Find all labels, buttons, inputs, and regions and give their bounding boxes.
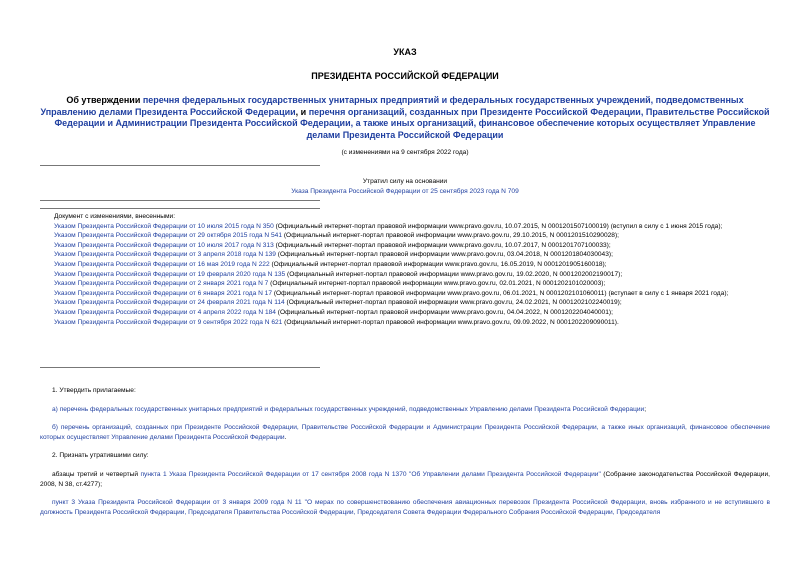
clause-1a-end: ; bbox=[644, 405, 647, 413]
title-mid: , и bbox=[295, 106, 309, 117]
amendment-link[interactable]: Указом Президента Российской Федерации от 16 мая 2019 года N 222 bbox=[54, 260, 270, 268]
list-item bbox=[40, 279, 770, 289]
lost-force-notice bbox=[40, 177, 770, 197]
issuer-heading: ПРЕЗИДЕНТА РОССИЙСКОЙ ФЕДЕРАЦИИ bbox=[311, 71, 499, 81]
list-item bbox=[40, 298, 770, 308]
list-item bbox=[40, 222, 770, 232]
divider bbox=[40, 165, 320, 166]
clause-2-item-1-link[interactable]: пункта 1 Указа Президента Российской Федерации от 17 сентября 2008 года N 1370 "Об Управлении делами Президента Российской Федерации" bbox=[140, 470, 601, 478]
amendment-link[interactable]: Указом Президента Российской Федерации от 10 июля 2017 года N 313 bbox=[54, 241, 274, 249]
decree-body bbox=[40, 386, 770, 517]
clause-1b-link[interactable]: б) перечень организаций, созданных при Президенте Российской Федерации, Правительстве Российской Федерации и Администрации Президента Российской Федерации, а также иных организаций, финансовое обеспечение которых осуществляет Управление делами Президента Российской Федерации bbox=[40, 424, 770, 441]
amendment-link[interactable]: Указом Президента Российской Федерации от 19 февраля 2020 года N 135 bbox=[54, 270, 286, 278]
clause-1a bbox=[40, 405, 770, 415]
amendment-source: (Официальный интернет-портал правовой информации www.pravo.gov.ru, 09.09.2022, N 0001202209090011). bbox=[282, 318, 619, 326]
clause-2-item-1-prefix: абзацы третий и четвертый bbox=[52, 470, 141, 478]
divider bbox=[40, 367, 320, 368]
amendments-list bbox=[40, 212, 770, 327]
list-item bbox=[40, 250, 770, 260]
amendment-source: (Официальный интернет-портал правовой информации www.pravo.gov.ru, 19.02.2020, N 0001202002190017); bbox=[285, 270, 623, 278]
list-item bbox=[40, 318, 770, 328]
clause-2: 2. Признать утратившими силу: bbox=[52, 452, 149, 460]
doc-type-heading: УКАЗ bbox=[393, 47, 417, 57]
amendment-source: (Официальный интернет-портал правовой информации www.pravo.gov.ru, 02.01.2021, N 0001202101020003); bbox=[268, 280, 606, 288]
clause-1a-link[interactable]: а) перечень федеральных государственных унитарных предприятий и федеральных государственных учреждений, подведомственных Управлению делами Президента Российской Федерации bbox=[52, 405, 645, 413]
amendment-source: (Официальный интернет-портал правовой информации www.pravo.gov.ru, 29.10.2015, N 0001201510290028); bbox=[282, 232, 619, 240]
amendment-note: (с изменениями на 9 сентября 2022 года) bbox=[341, 149, 469, 156]
list-item bbox=[40, 289, 770, 299]
lost-force-link[interactable]: Указа Президента Российской Федерации от 25 сентября 2023 года N 709 bbox=[291, 188, 519, 195]
clause-2-item-2 bbox=[40, 498, 770, 517]
amendment-source: (Официальный интернет-портал правовой информации www.pravo.gov.ru, 10.07.2017, N 0001201707100033); bbox=[273, 241, 611, 249]
amendment-link[interactable]: Указом Президента Российской Федерации от 3 апреля 2018 года N 139 bbox=[54, 251, 276, 259]
divider bbox=[40, 200, 320, 201]
lost-force-label: Утратил силу на основании bbox=[362, 178, 448, 185]
list-item bbox=[40, 308, 770, 318]
clause-2-item-2-link[interactable]: пункт 3 Указа Президента Российской Федерации от 3 января 2009 года N 11 "О мерах по совершенствованию обеспечения авиационных перевозок Президента Российской Федерации, вновь избранного и не вступившего в должность Президента Российской Федерации, Председателя Правительства Российской Федерации, Председателя Совета Федерации Федерального Собрания Российской Федерации, Председателя bbox=[40, 499, 770, 516]
amendment-link[interactable]: Указом Президента Российской Федерации от 2 января 2021 года N 7 bbox=[54, 280, 269, 288]
title-link-organizations[interactable]: перечня организаций, созданных при Президенте Российской Федерации, Правительстве Российской Федерации и Администрации Президента Российской Федерации, а также иных организаций, финансовое обеспечение которых осуществляет Управление делами Президента Российской Федерации bbox=[54, 106, 770, 140]
list-item bbox=[40, 231, 770, 241]
amendment-source: (Официальный интернет-портал правовой информации www.pravo.gov.ru, 06.01.2021, N 0001202101060011) (вступает в силу с 1 января 2021 года); bbox=[272, 289, 729, 297]
amendment-source: (Официальный интернет-портал правовой информации www.pravo.gov.ru, 16.05.2019, N 0001201905160018); bbox=[269, 260, 607, 268]
list-item bbox=[40, 241, 770, 251]
divider bbox=[40, 208, 320, 209]
amendments-heading: Документ с изменениями, внесенными: bbox=[54, 213, 176, 220]
amendment-link[interactable]: Указом Президента Российской Федерации от 29 октября 2015 года N 541 bbox=[54, 232, 283, 240]
amendment-source: (Официальный интернет-портал правовой информации www.pravo.gov.ru, 10.07.2015, N 0001201507100019) (вступил в силу с 1 июня 2015 года); bbox=[273, 222, 723, 230]
title-prefix: Об утверждении bbox=[66, 95, 143, 105]
amendment-link[interactable]: Указом Президента Российской Федерации от 9 сентября 2022 года N 621 bbox=[54, 318, 283, 326]
list-item bbox=[40, 270, 770, 280]
amendment-link[interactable]: Указом Президента Российской Федерации от 4 апреля 2022 года N 184 bbox=[54, 308, 276, 316]
clause-2-item-1 bbox=[40, 470, 770, 489]
clause-1b bbox=[40, 423, 770, 442]
doc-title bbox=[40, 95, 770, 141]
clause-1: 1. Утвердить прилагаемые: bbox=[52, 387, 136, 394]
amendment-link[interactable]: Указом Президента Российской Федерации от 10 июля 2015 года N 350 bbox=[54, 222, 274, 230]
amendment-source: (Официальный интернет-портал правовой информации www.pravo.gov.ru, 04.04.2022, N 0001202204040001); bbox=[275, 308, 613, 316]
clause-2-item-1-source: (Собрание законодательства Российской Федерации, 2008, N 38, ст.4277); bbox=[40, 470, 770, 488]
amendment-link[interactable]: Указом Президента Российской Федерации от 24 февраля 2021 года N 114 bbox=[54, 299, 285, 307]
amendment-link[interactable]: Указом Президента Российской Федерации от 6 января 2021 года N 17 bbox=[54, 289, 272, 297]
list-item bbox=[40, 260, 770, 270]
amendment-source: (Официальный интернет-портал правовой информации www.pravo.gov.ru, 24.02.2021, N 0001202102240019); bbox=[284, 299, 622, 307]
amendment-source: (Официальный интернет-портал правовой информации www.pravo.gov.ru, 03.04.2018, N 0001201804030043); bbox=[275, 251, 613, 259]
title-link-enterprises[interactable]: перечня федеральных государственных унитарных предприятий и федеральных государственных учреждений, подведомственных Управлению делами Президента Российской Федерации bbox=[40, 95, 744, 117]
clause-1b-end: . bbox=[284, 433, 287, 441]
